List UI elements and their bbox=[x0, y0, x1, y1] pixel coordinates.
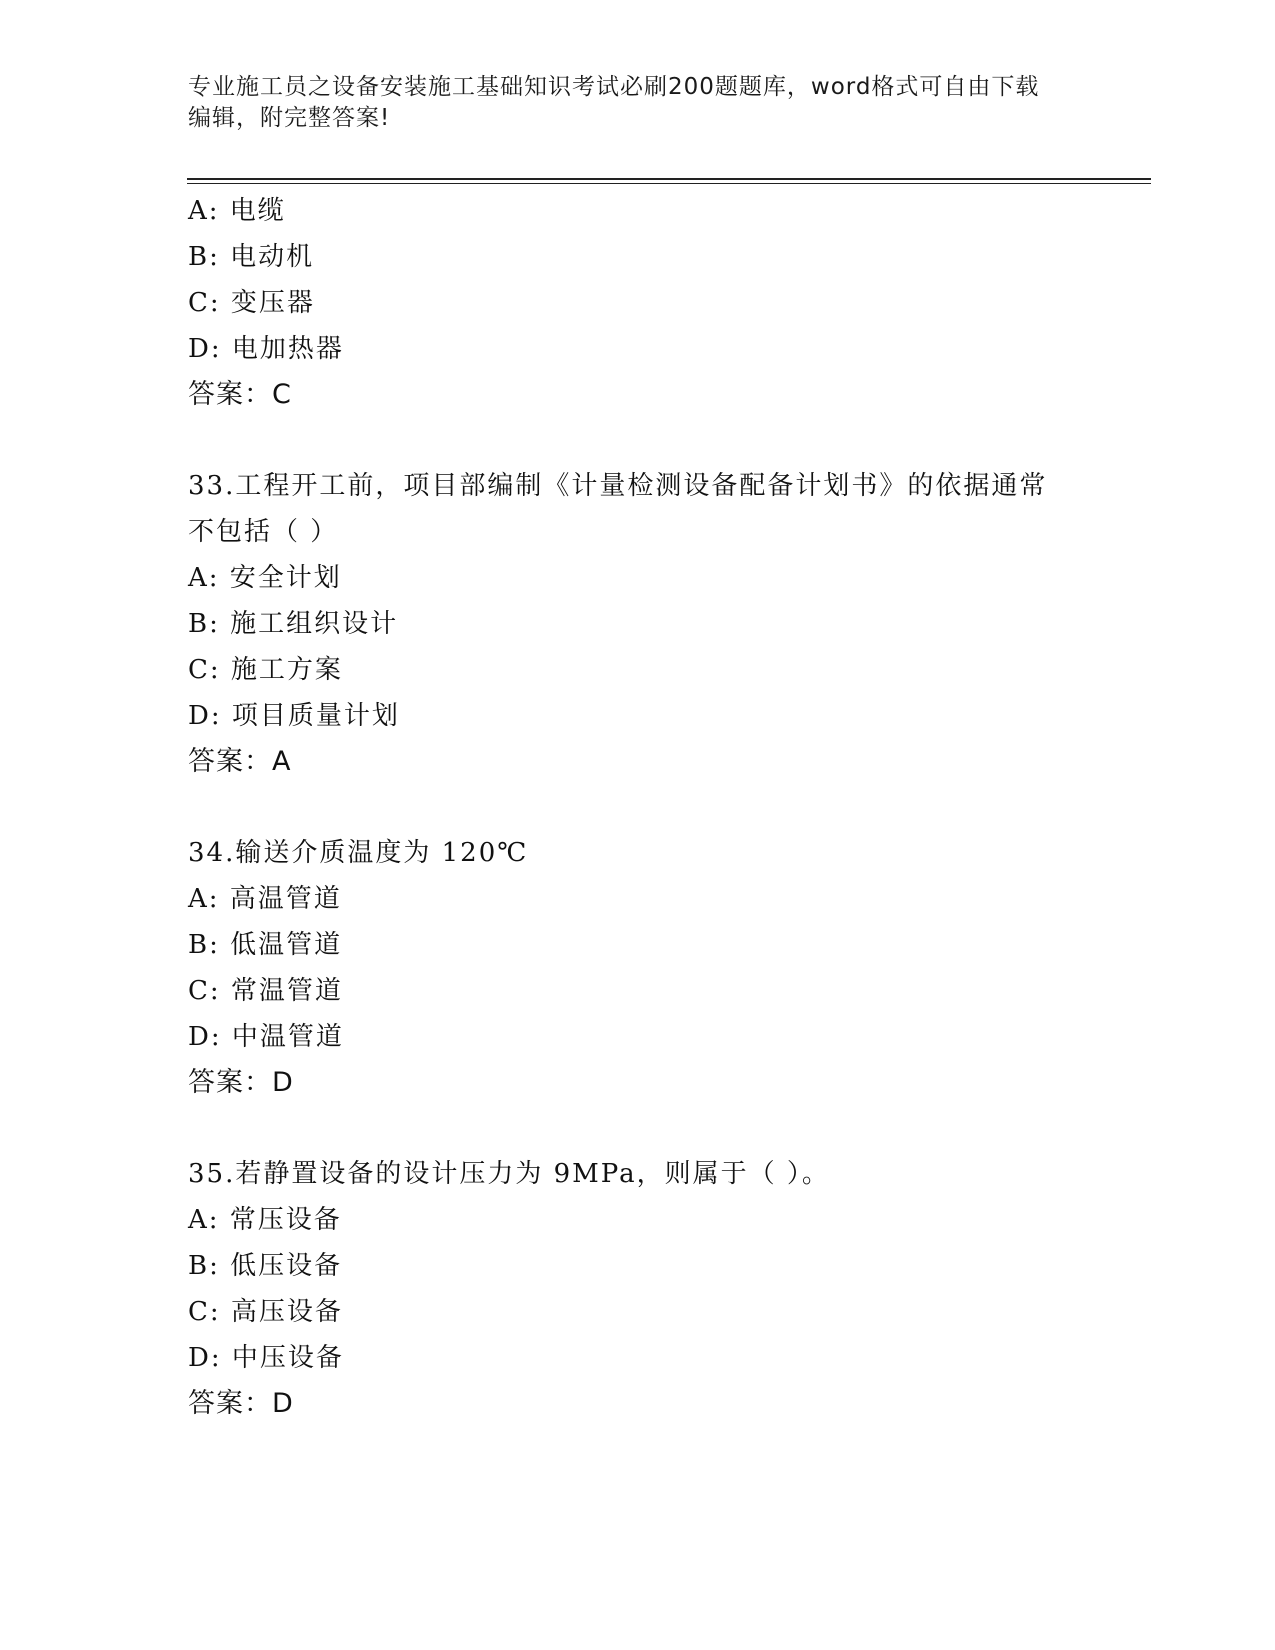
answer-value: C bbox=[272, 379, 292, 410]
header-line-1: 专业施工员之设备安装施工基础知识考试必刷200题题库，word格式可自由下载 bbox=[188, 74, 1040, 100]
option-d: D: 项目质量计划 bbox=[188, 701, 400, 731]
answer-label: 答案： bbox=[188, 746, 272, 777]
option-b: B: 低温管道 bbox=[188, 930, 343, 960]
option-b: B: 施工组织设计 bbox=[188, 609, 399, 639]
option-d: D: 中压设备 bbox=[188, 1343, 344, 1373]
question-block-34 bbox=[188, 830, 1088, 1106]
header-line-2: 编辑，附完整答案! bbox=[188, 105, 391, 131]
answer-label: 答案： bbox=[188, 1388, 272, 1419]
answer-line bbox=[188, 1381, 1088, 1427]
header-divider-thin bbox=[187, 183, 1151, 184]
document-header bbox=[188, 72, 1088, 134]
question-block-35 bbox=[188, 1151, 1088, 1427]
header-divider-thick bbox=[187, 178, 1151, 180]
option-c: C: 施工方案 bbox=[188, 655, 343, 685]
answer-value: D bbox=[272, 1388, 294, 1419]
question-stem-line-1: 33.工程开工前，项目部编制《计量检测设备配备计划书》的依据通常 bbox=[188, 471, 1048, 501]
question-block-33 bbox=[188, 463, 1088, 785]
option-a: A: 电缆 bbox=[188, 196, 286, 226]
answer-line bbox=[188, 1060, 1088, 1106]
option-c: C: 变压器 bbox=[188, 288, 315, 318]
option-b: B: 低压设备 bbox=[188, 1251, 343, 1281]
question-block-32 bbox=[188, 188, 1088, 418]
option-a: A: 常压设备 bbox=[188, 1205, 342, 1235]
option-b: B: 电动机 bbox=[188, 242, 315, 272]
answer-line bbox=[188, 372, 1088, 418]
answer-label: 答案： bbox=[188, 379, 272, 410]
answer-value: A bbox=[272, 746, 292, 777]
question-stem-line-1: 34.输送介质温度为 120℃ bbox=[188, 838, 529, 868]
option-d: D: 电加热器 bbox=[188, 334, 344, 364]
answer-label: 答案： bbox=[188, 1067, 272, 1098]
answer-value: D bbox=[272, 1067, 294, 1098]
option-a: A: 安全计划 bbox=[188, 563, 342, 593]
option-c: C: 常温管道 bbox=[188, 976, 343, 1006]
option-d: D: 中温管道 bbox=[188, 1022, 344, 1052]
answer-line bbox=[188, 739, 1088, 785]
question-list bbox=[188, 188, 1088, 1427]
option-c: C: 高压设备 bbox=[188, 1297, 343, 1327]
question-stem-line-1: 35.若静置设备的设计压力为 9MPa，则属于（ ）。 bbox=[188, 1159, 830, 1189]
option-a: A: 高温管道 bbox=[188, 884, 342, 914]
question-stem-line-2: 不包括（ ） bbox=[188, 517, 339, 547]
